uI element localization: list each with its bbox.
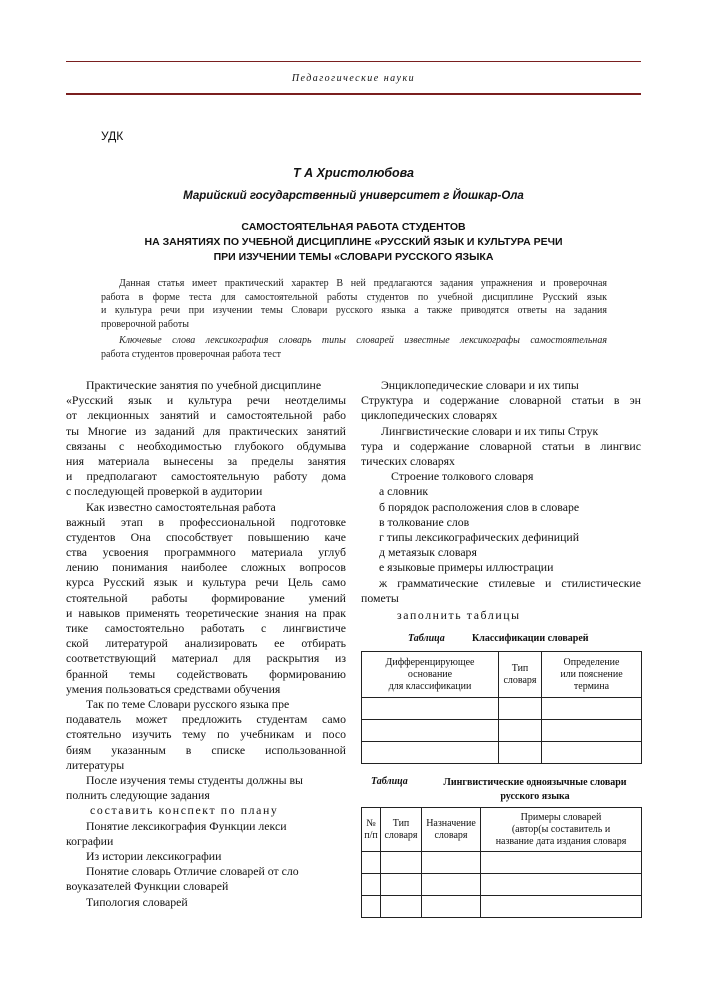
header-cell: Тип словаря: [499, 652, 542, 698]
text-line: от лекционных занятий и самостоятельной рабо: [66, 408, 346, 423]
table1-caption: Классификации словарей: [472, 633, 589, 644]
header-cell: Тип словаря: [381, 808, 422, 852]
text-line: Строение толкового словаря: [391, 469, 534, 484]
affiliation: Марийский государственный университет г Йошкар-Ола: [183, 190, 524, 202]
text-line: «Русский язык и культура речи неотделимы: [66, 393, 346, 408]
text-line: тических словарях: [361, 453, 455, 468]
text-line: ской литературой анализировать ее отбирать: [66, 636, 346, 651]
article-title-line: НА ЗАНЯТИЯХ ПО УЧЕБНОЙ ДИСЦИПЛИНЕ «РУССКИЙ ЯЗЫК И КУЛЬТУРА РЕЧИ: [144, 236, 563, 248]
text-line: составить конспект по плану: [90, 803, 279, 818]
table-row: [362, 852, 642, 874]
text-line: ты Многие из заданий для практических занятий: [66, 423, 346, 438]
empty-cell: [422, 874, 481, 896]
empty-cell: [481, 874, 642, 896]
header-cell: Определение или пояснение термина: [542, 652, 642, 698]
keywords-line: Ключевые слова лексикография словарь типы словарей известные лексикографы самостоятельная: [119, 335, 607, 346]
empty-cell: [381, 896, 422, 918]
text-line: студентов Она способствует повышению каче: [66, 529, 346, 544]
table-row: [362, 698, 642, 720]
running-title: Педагогические науки: [291, 73, 416, 84]
abstract-line: работа в форме теста для самостоятельной работы студентов по учебной дисциплине Русский язык: [101, 291, 607, 303]
table-row: [362, 742, 642, 764]
table-row: [362, 720, 642, 742]
empty-cell: [362, 896, 381, 918]
article-title-line: ПРИ ИЗУЧЕНИИ ТЕМЫ «СЛОВАРИ РУССКОГО ЯЗЫКА: [213, 251, 494, 263]
author: Т А Христолюбова: [293, 166, 414, 180]
text-line: биям указанным в списке использованной: [66, 742, 346, 757]
text-line: Энциклопедические словари и их типы: [381, 378, 579, 392]
left-column: [66, 378, 346, 910]
text-line: циклопедических словарях: [361, 408, 498, 423]
keywords: [101, 334, 607, 361]
text-line: ства усвоения программного материала углуб: [66, 545, 346, 560]
text-line: и предполагают самостоятельную работу дома: [66, 469, 346, 484]
text-line: важный этап в профессиональной подготовке: [66, 514, 346, 529]
text-line: После изучения темы студенты должны вы: [86, 772, 303, 787]
text-line: а словник: [379, 484, 429, 499]
keywords-line: работа студентов проверочная работа тест: [101, 348, 282, 360]
text-line: Понятие лексикография Функции лекси: [86, 818, 287, 833]
header-cell: № п/п: [362, 808, 381, 852]
empty-cell: [481, 896, 642, 918]
header-cell: Назначение словаря: [422, 808, 481, 852]
text-line: ния материала вынесены за пределы занятия: [66, 453, 346, 468]
text-line: воуказателей Функции словарей: [66, 879, 229, 894]
abstract-line: проверочной работы: [101, 318, 189, 330]
empty-cell: [362, 742, 499, 764]
empty-cell: [499, 742, 542, 764]
table-monolingual-dictionaries: [361, 807, 642, 918]
abstract-line: и культура речи при изучении темы Словари русского языка а также приводятся ответы на задания: [101, 305, 607, 316]
empty-cell: [362, 698, 499, 720]
text-line: стоятельно изучить тему по учебникам и посо: [66, 727, 346, 742]
empty-cell: [362, 720, 499, 742]
text-line: тура и содержание словарной статьи в лингвис: [361, 438, 641, 453]
article-title-line: САМОСТОЯТЕЛЬНАЯ РАБОТА СТУДЕНТОВ: [241, 221, 466, 233]
text-line: д метаязык словаря: [379, 545, 477, 560]
text-line: е языковые примеры иллюстрации: [379, 560, 554, 575]
header-cell: Примеры словарей (автор(ы составитель и название дата издания словаря: [481, 808, 642, 852]
text-line: тике самостоятельно работать с лингвистиче: [66, 621, 346, 636]
empty-cell: [381, 852, 422, 874]
text-line: Так по теме Словари русского языка пре: [86, 697, 290, 711]
empty-cell: [422, 896, 481, 918]
header-cell: Дифференцирующее основание для классификации: [362, 652, 499, 698]
table2-caption: [430, 776, 640, 804]
text-line: соответствующий материал для раскрытия из: [66, 651, 346, 666]
text-line: стоятельной работы формирование умений: [66, 590, 346, 605]
abstract: [101, 277, 607, 331]
empty-cell: [542, 698, 642, 720]
empty-cell: [381, 874, 422, 896]
empty-cell: [422, 852, 481, 874]
empty-cell: [542, 742, 642, 764]
table2-caption-line: Лингвистические одноязычные словари: [443, 777, 627, 788]
text-line: лению понимания наиболее сложных вопросов: [66, 560, 346, 575]
text-line: курса Русский язык и культура речи Цель само: [66, 575, 346, 590]
table2-label: Таблица: [371, 776, 408, 787]
table2-caption-line: русского языка: [500, 791, 570, 802]
abstract-line: Данная статья имеет практический характер В ней предлагаются задания упражнения и проверочная: [119, 278, 607, 289]
text-line: Понятие словарь Отличие словарей от сло: [86, 864, 299, 879]
text-line: Из истории лексикографии: [86, 848, 222, 863]
header-rule: [66, 93, 641, 95]
table-row: [362, 896, 642, 918]
text-line: г типы лексикографических дефиниций: [379, 530, 580, 544]
table-header-row: [362, 652, 642, 698]
text-line: заполнить таблицы: [397, 608, 521, 622]
text-line: кографии: [66, 833, 114, 848]
table-row: [362, 874, 642, 896]
text-line: в толкование слов: [379, 514, 470, 529]
text-line: умения пользоваться средствами обучения: [66, 681, 281, 696]
text-line: Практические занятия по учебной дисциплине: [86, 378, 322, 392]
text-line: полнить следующие задания: [66, 788, 210, 803]
text-line: с последующей проверкой в аудитории: [66, 484, 263, 499]
text-line: бранной темы содействовать формированию: [66, 666, 346, 681]
text-line: Лингвистические словари и их типы Струк: [381, 423, 599, 438]
empty-cell: [542, 720, 642, 742]
text-line: подаватель может предложить студентам само: [66, 712, 346, 727]
udk-label: УДК: [101, 129, 124, 143]
table1-label: Таблица: [408, 633, 445, 644]
table-dictionary-classification: [361, 651, 642, 764]
text-line: Типология словарей: [86, 894, 188, 909]
right-column: [361, 378, 641, 623]
text-line: связаны с необходимостью глубокого обдумыва: [66, 438, 346, 453]
empty-cell: [362, 852, 381, 874]
empty-cell: [481, 852, 642, 874]
text-line: литературы: [66, 757, 125, 772]
empty-cell: [499, 720, 542, 742]
text-line: Как известно самостоятельная работа: [86, 499, 276, 514]
text-line: ж грамматические стилевые и стилистические: [379, 575, 641, 590]
empty-cell: [499, 698, 542, 720]
text-line: и навыков применять теоретические знания на прак: [66, 605, 346, 620]
text-line: Структура и содержание словарной статьи в эн: [361, 393, 641, 408]
text-line: б порядок расположения слов в словаре: [379, 499, 580, 514]
empty-cell: [362, 874, 381, 896]
text-line: пометы: [361, 590, 399, 605]
top-rule: [66, 61, 641, 62]
table-header-row: [362, 808, 642, 852]
